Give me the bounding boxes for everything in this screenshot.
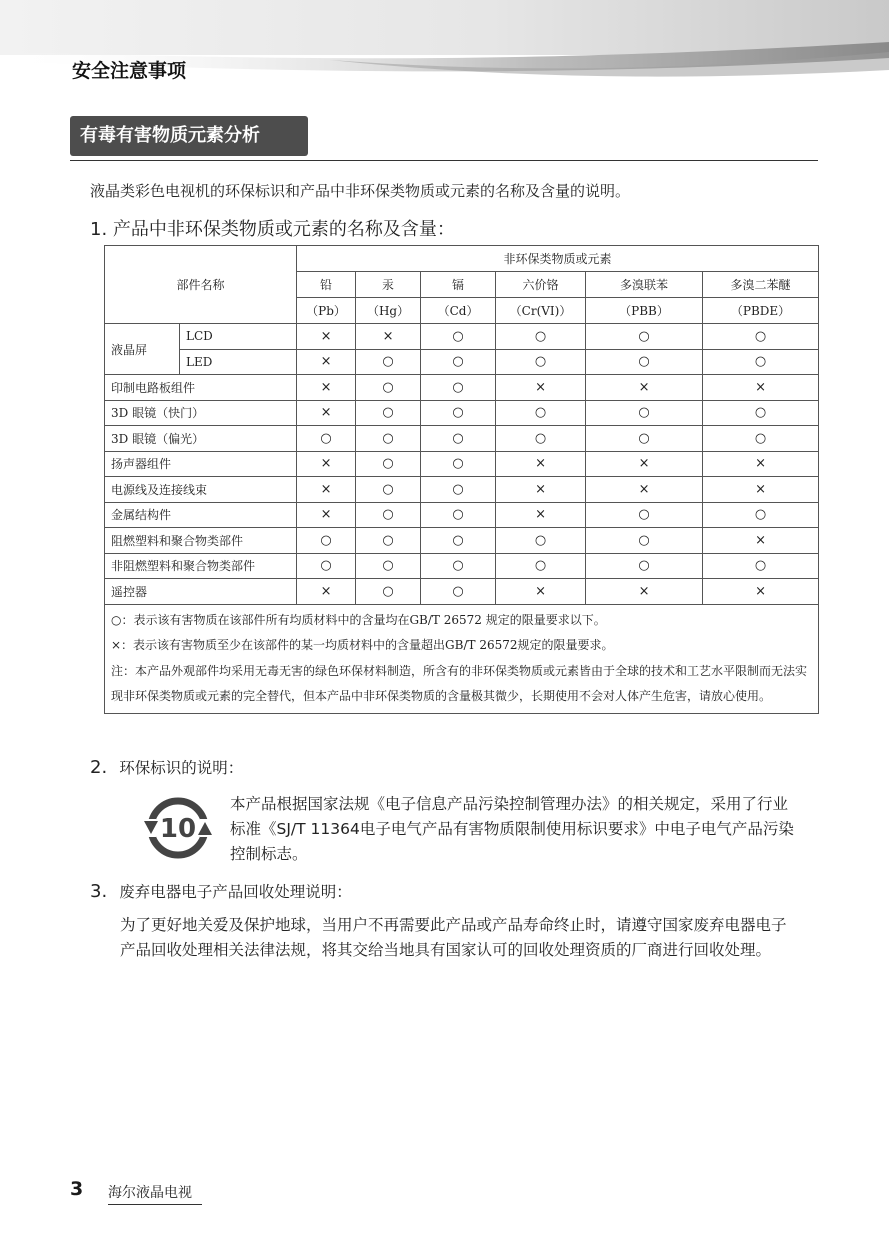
table-cell: ×: [703, 477, 819, 503]
table-cell: ×: [703, 375, 819, 401]
substance-name-header: 铅: [297, 272, 356, 298]
part1-heading: 1. 产品中非环保类物质或元素的名称及含量：: [90, 219, 455, 240]
table-row: [105, 502, 819, 528]
table-cell: ○: [297, 553, 356, 579]
substance-group-header: 非环保类物质或元素: [297, 246, 819, 272]
table-cell: ○: [496, 553, 586, 579]
table-cell: ○: [356, 528, 421, 554]
table-note: 注：本产品外观部件均采用无毒无害的绿色环保材料制造，所含有的非环保类物质或元素皆由于全球的技术和工艺水平限制而无法实现非环保类物质或元素的完全替代，但本产品中非环保类物质的含量极其微少，长期使用不会对人体产生危害，请放心使用。: [111, 663, 808, 703]
table-cell: ○: [586, 349, 703, 375]
table-cell: ○: [421, 477, 496, 503]
table-notes: [105, 604, 819, 713]
table-cell: ○: [297, 426, 356, 452]
section-divider: [70, 160, 818, 161]
page-number: 3: [70, 1178, 84, 1200]
part3-body: 为了更好地关爱及保护地球，当用户不再需要此产品或产品寿命终止时，请遵守国家废弃电器电子产品回收处理相关法律法规，将其交给当地具有国家认可的回收处理资质的厂商进行回收处理。: [120, 916, 787, 959]
substance-symbol-header: （Cd）: [421, 298, 496, 324]
table-row: [105, 400, 819, 426]
table-note: ○：表示该有害物质在该部件所有均质材料中的含量均在GB/T 26572 规定的限量要求以下。: [111, 612, 606, 627]
table-cell: ×: [297, 349, 356, 375]
part2-title: 环保标识的说明：: [119, 759, 244, 777]
table-cell: ○: [586, 324, 703, 350]
table-cell: ○: [421, 553, 496, 579]
table-cell: ×: [496, 579, 586, 605]
table-cell: ×: [496, 451, 586, 477]
table-cell: ○: [496, 400, 586, 426]
table-cell: ×: [586, 579, 703, 605]
table-row: [105, 477, 819, 503]
substance-symbol-header: （PBDE）: [703, 298, 819, 324]
table-cell: ○: [356, 375, 421, 401]
part-name: 扬声器组件: [105, 451, 297, 477]
part-name: 金属结构件: [105, 502, 297, 528]
footer-brand: 海尔液晶电视: [108, 1182, 202, 1205]
table-row: [105, 579, 819, 605]
table-cell: ○: [356, 502, 421, 528]
substance-symbol-header: （PBB）: [586, 298, 703, 324]
table-cell: ×: [297, 477, 356, 503]
part-name: 阻燃塑料和聚合物类部件: [105, 528, 297, 554]
table-cell: ×: [703, 528, 819, 554]
table-cell: ○: [356, 349, 421, 375]
table-cell: ○: [421, 324, 496, 350]
table-cell: ○: [586, 528, 703, 554]
table-row: [105, 553, 819, 579]
table-cell: ○: [356, 553, 421, 579]
table-cell: ○: [586, 426, 703, 452]
table-cell: ○: [586, 553, 703, 579]
table-cell: ×: [586, 375, 703, 401]
table-cell: ○: [356, 451, 421, 477]
lcd-group-label: 液晶屏: [105, 324, 180, 375]
part3-heading: [90, 880, 352, 902]
part-name: 电源线及连接线束: [105, 477, 297, 503]
table-cell: ○: [356, 579, 421, 605]
table-row: [105, 451, 819, 477]
table-cell: ×: [297, 502, 356, 528]
intro-text: 液晶类彩色电视机的环保标识和产品中非环保类物质或元素的名称及含量的说明。: [90, 182, 631, 200]
logo-number: 10: [159, 814, 197, 844]
pollution-control-logo: [140, 792, 216, 864]
table-cell: ×: [297, 324, 356, 350]
table-cell: ○: [421, 451, 496, 477]
table-cell: ○: [496, 324, 586, 350]
table-cell: ○: [703, 400, 819, 426]
substance-symbol-header: （Hg）: [356, 298, 421, 324]
table-cell: ×: [586, 451, 703, 477]
part2-body: 本产品根据国家法规《电子信息产品污染控制管理办法》的相关规定，采用了行业标准《SJ/T 11364电子电气产品有害物质限制使用标识要求》中电子电气产品污染控制标志。: [230, 795, 794, 863]
part-name: 印制电路板组件: [105, 375, 297, 401]
table-cell: ○: [703, 426, 819, 452]
table-cell: ○: [703, 502, 819, 528]
hazardous-substances-table: [104, 245, 819, 714]
substance-name-header: 多溴联苯: [586, 272, 703, 298]
table-cell: ○: [586, 502, 703, 528]
table-cell: ○: [421, 400, 496, 426]
page-header-title: 安全注意事项: [72, 60, 187, 82]
table-cell: ○: [703, 349, 819, 375]
table-cell: ○: [421, 375, 496, 401]
part-name: 3D 眼镜（快门）: [105, 400, 297, 426]
substance-name-header: 镉: [421, 272, 496, 298]
table-cell: ○: [297, 528, 356, 554]
part-name: LCD: [180, 324, 297, 350]
part-name-header: 部件名称: [105, 246, 297, 324]
section-title: 有毒有害物质元素分析: [70, 116, 308, 156]
table-cell: ○: [496, 528, 586, 554]
table-row: [105, 426, 819, 452]
part-name: 遥控器: [105, 579, 297, 605]
part2-number: 2.: [90, 757, 108, 778]
table-cell: ×: [586, 477, 703, 503]
table-cell: ○: [356, 477, 421, 503]
table-cell: ×: [703, 451, 819, 477]
table-cell: ×: [297, 400, 356, 426]
table-cell: ○: [496, 349, 586, 375]
table-cell: ×: [297, 375, 356, 401]
table-cell: ×: [496, 502, 586, 528]
part3-title: 废弃电器电子产品回收处理说明：: [119, 883, 352, 901]
substance-name-header: 汞: [356, 272, 421, 298]
table-cell: ○: [356, 400, 421, 426]
table-cell: ○: [356, 426, 421, 452]
notes-row: [105, 604, 819, 713]
part3-number: 3.: [90, 881, 108, 902]
table-row: [105, 349, 819, 375]
substance-name-header: 六价铬: [496, 272, 586, 298]
part2-heading: [90, 756, 243, 778]
table-cell: ○: [496, 426, 586, 452]
table-cell: ×: [496, 375, 586, 401]
table-cell: ○: [703, 324, 819, 350]
table-note: ×：表示该有害物质至少在该部件的某一均质材料中的含量超出GB/T 26572规定的限量要求。: [111, 638, 614, 652]
table-row: [105, 324, 819, 350]
table-cell: ×: [297, 451, 356, 477]
table-cell: ○: [421, 349, 496, 375]
table-row: [105, 375, 819, 401]
table-row: [105, 528, 819, 554]
table-cell: ○: [586, 400, 703, 426]
table-cell: ○: [421, 579, 496, 605]
part-name: 3D 眼镜（偏光）: [105, 426, 297, 452]
recycle-10-icon: [140, 792, 216, 864]
table-cell: ○: [421, 502, 496, 528]
table-cell: ○: [703, 553, 819, 579]
table-cell: ×: [496, 477, 586, 503]
table-cell: ×: [297, 579, 356, 605]
part-name: LED: [180, 349, 297, 375]
table-cell: ×: [703, 579, 819, 605]
substance-symbol-header: （Pb）: [297, 298, 356, 324]
substance-symbol-header: （Cr(VI)）: [496, 298, 586, 324]
table-cell: ○: [421, 426, 496, 452]
table-cell: ○: [421, 528, 496, 554]
table-cell: ×: [356, 324, 421, 350]
substance-name-header: 多溴二苯醚: [703, 272, 819, 298]
part-name: 非阻燃塑料和聚合物类部件: [105, 553, 297, 579]
